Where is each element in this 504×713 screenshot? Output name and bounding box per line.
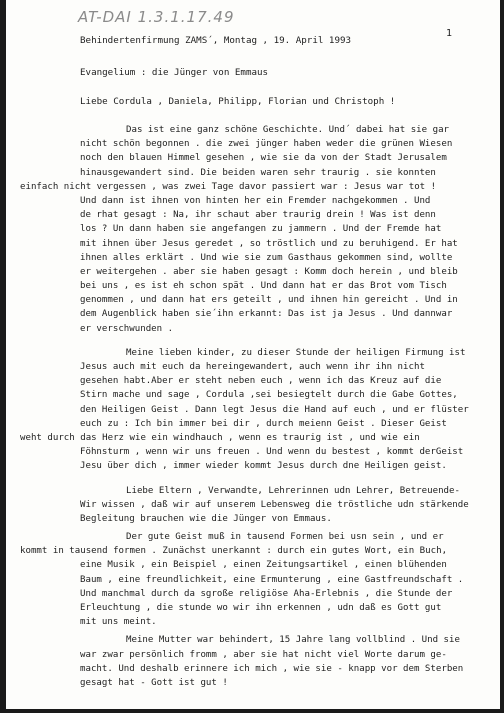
text-line: weht durch das Herz wie ein windhauch , wenn es traurig ist , und wie ein — [20, 432, 420, 443]
text-line: hinausgewandert sind. Die beiden waren sehr traurig . sie konnten — [80, 167, 436, 178]
paragraph-gap — [6, 336, 500, 346]
text-line: Das ist eine ganz schöne Geschichte. Und´ dabei hat sie gar — [126, 125, 450, 135]
paragraph — [6, 633, 500, 690]
text-line: los ? Un dann haben sie angefangen zu jammern . Und der Fremde hat — [80, 224, 442, 235]
text-line: Erleuchtung , die stunde wo wir ihn erkennen , udn daß es Gott gut — [80, 603, 442, 613]
text-line: Stirn mache und sage , Cordula ,sei besiegtelt durch die Gabe Gottes, — [80, 390, 458, 401]
text-line: Und manchmal durch da sgroße religiöse Aha-Erlebnis , die Stunde der — [80, 588, 453, 599]
page-number: 1 — [446, 28, 453, 39]
text-line: Meine lieben kinder, zu dieser Stunde der heiligen Firmung ist — [126, 347, 466, 358]
text-line: Jesu über dich , immer wieder kommt Jesus durch dne Heiligen geist. — [80, 461, 447, 472]
text-line: den Heiligen Geist . Dann legt Jesus die Hand auf euch , und er flüster — [80, 404, 469, 415]
text-line: Jesus auch mit euch da hereingewandert, auch wenn ihr ihn nicht — [80, 362, 425, 372]
text-line: nicht schön begonnen . die zwei jünger haben weder die grünen Wiesen — [80, 139, 453, 150]
text-line: mit uns meint. — [80, 617, 157, 628]
text-line: Wir wissen , daß wir auf unserem Lebensweg die tröstliche udn stärkende — [80, 499, 469, 510]
text-line: gesagt hat - Gott ist gut ! — [80, 677, 228, 688]
text-line: genommen , und dann hat ers geteilt , und ihnen hin gereicht . Und in — [80, 295, 458, 306]
text-line: dem Augenblick haben sie´ihn erkannt: Das ist ja Jesus . Und dannwar — [80, 309, 453, 320]
salutation-line: Liebe Cordula , Daniela, Philipp, Florian und Christoph ! — [80, 96, 396, 107]
text-line: Und dann ist ihnen von hinten her ein Fremder nachgekommen . Und — [80, 195, 431, 206]
paragraph — [6, 346, 500, 474]
subject-line: Evangelium : die Jünger von Emmaus — [80, 67, 269, 78]
text-line: Liebe Eltern , Verwandte, Lehrerinnen udn Lehrer, Betreuende- — [126, 485, 460, 496]
text-line: er verschwunden . — [80, 323, 174, 334]
text-line: Föhnsturm , wenn wir uns freuen . Und wenn du bestest , kommt derGeist — [80, 447, 464, 458]
paragraph-gap — [6, 474, 500, 484]
text-line: de rhat gesagt : Na, ihr schaut aber traurig drein ! Was ist denn — [80, 210, 436, 221]
text-line: mit ihnen über Jesus geredet , so tröstlich und zu beruhigend. Er hat — [80, 238, 458, 249]
text-line: gesehen habt.Aber er steht neben euch , wenn ich das Kreuz auf die — [80, 376, 442, 387]
paragraph — [6, 123, 500, 336]
paragraph — [6, 530, 500, 629]
text-line: noch den blauen Himmel gesehen , wie sie da von der Stadt Jerusalem — [80, 153, 447, 164]
text-line: Der gute Geist muß in tausend Formen bei usn sein , und er — [126, 532, 444, 543]
text-line: Meine Mutter war behindert, 15 Jahre lang vollblind . Und sie — [126, 635, 460, 646]
text-line: kommt in tausend formen . Zunächst unerkannt : durch ein gutes Wort, ein Buch, — [20, 546, 448, 557]
text-line: ihnen alles erklärt . Und wie sie zum Gasthaus gekommen sind, wollte — [80, 252, 453, 263]
text-line: einfach nicht vergessen , was zwei Tage davor passiert war : Jesus war tot ! — [20, 181, 437, 192]
text-line: euch zu : Ich bin immer bei dir , durch meienn Geist . Dieser Geist — [80, 418, 447, 429]
paragraph — [6, 484, 500, 527]
text-line: Begleitung brauchen wie die Jünger von Emmaus. — [80, 513, 332, 524]
text-line: bei uns , es ist eh schon spät . Und dann hat er das Brot vom Tisch — [80, 281, 447, 292]
archive-stamp: AT-DAI 1.3.1.17.49 — [78, 8, 235, 26]
text-line: war zwar persönlich fromm , aber sie hat nicht viel Worte darum ge- — [80, 649, 447, 660]
letter-body — [6, 123, 500, 690]
header-line: Behindertenfirmung ZAMS´, Montag , 19. April 1993 — [80, 35, 352, 46]
text-line: Baum , eine freundlichkeit, eine Ermunterung , eine Gastfreundschaft . — [80, 574, 464, 585]
text-line: macht. Und deshalb erinnere ich mich , wie sie - knapp vor dem Sterben — [80, 663, 464, 674]
text-line: eine Musik , ein Beispiel , einen Zeitungsartikel , einen blühenden — [80, 560, 447, 571]
document-page — [6, 0, 500, 709]
text-line: er weitergehen . aber sie haben gesagt : Komm doch herein , und bleib — [80, 266, 458, 277]
